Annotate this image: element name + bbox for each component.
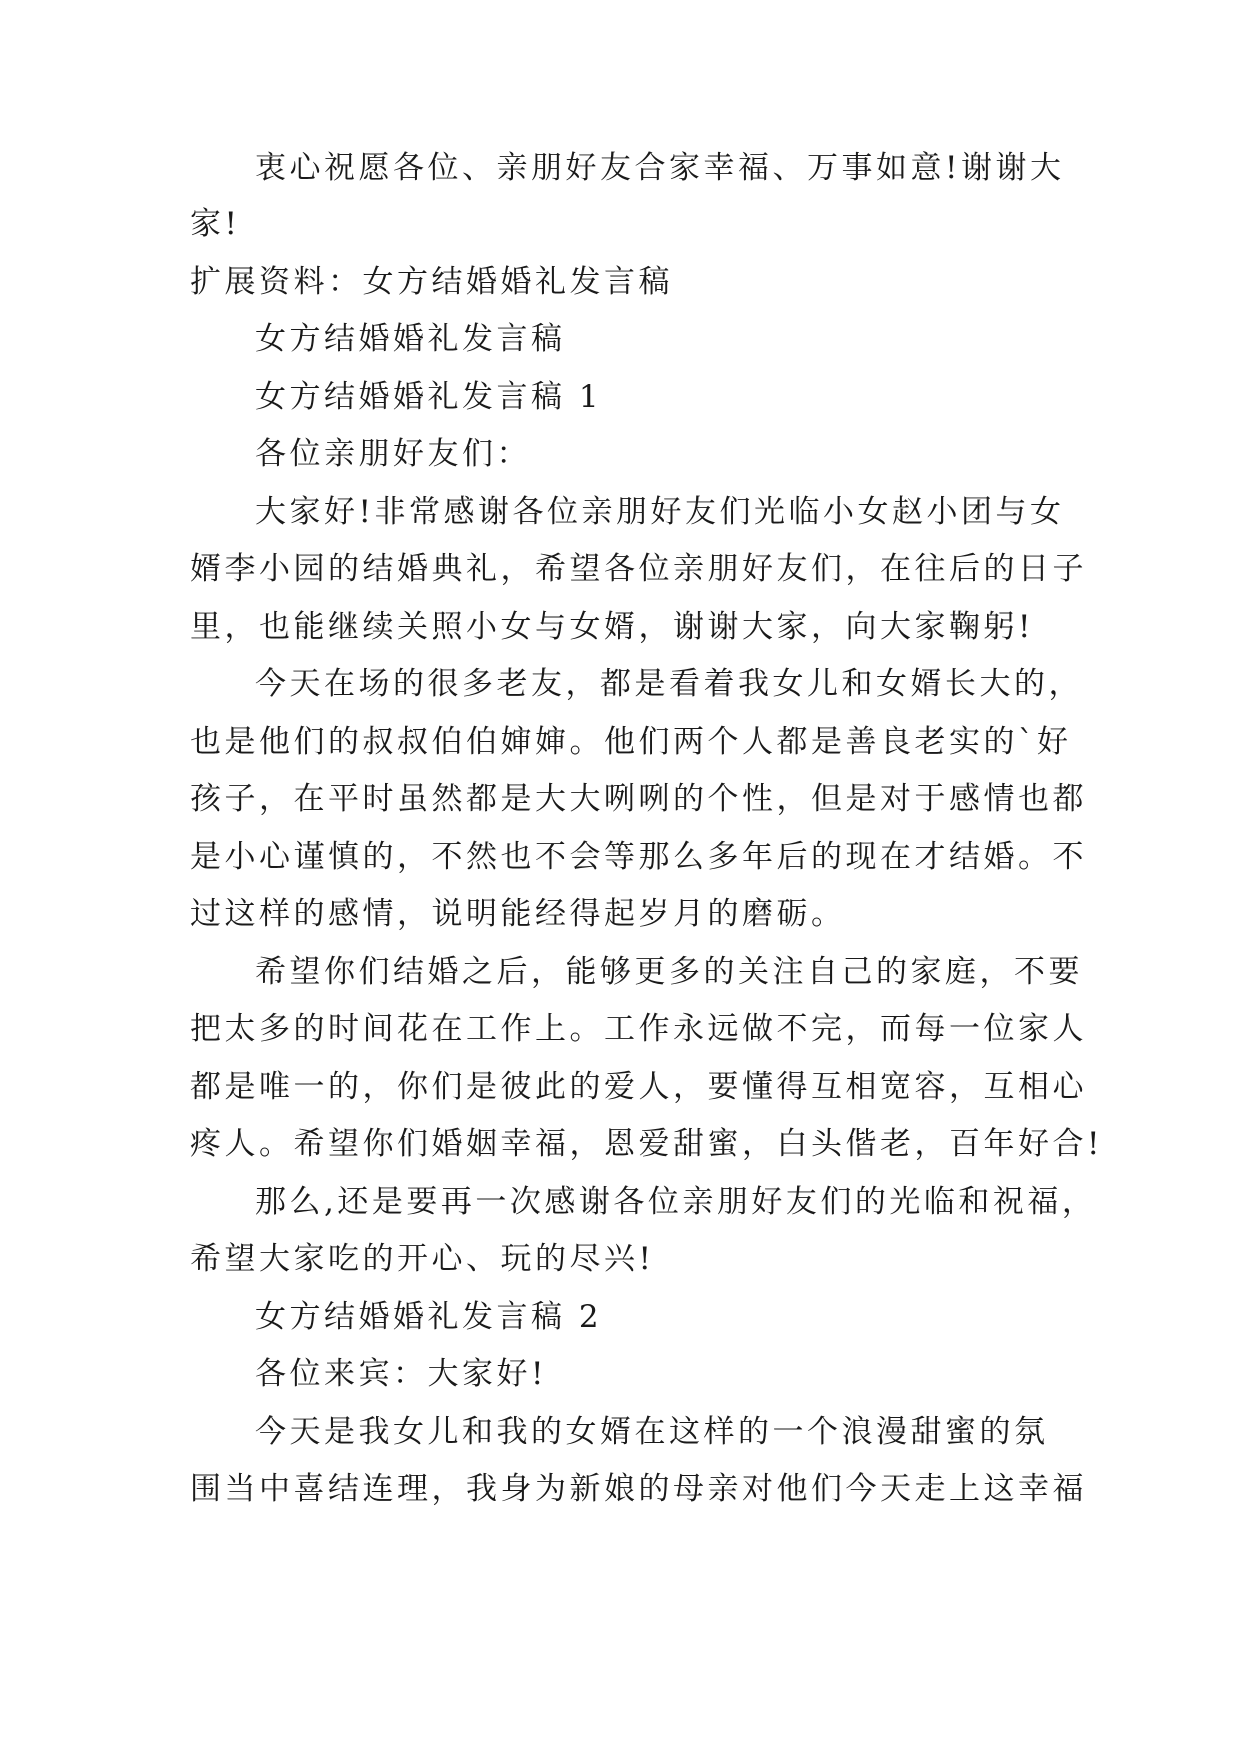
salutation: 各位来宾：大家好!	[255, 1356, 547, 1392]
paragraph-line: 里，也能继续关照小女与女婿，谢谢大家，向大家鞠躬!	[190, 609, 1034, 645]
paragraph-line: 婿李小园的结婚典礼，希望各位亲朋好友们，在往后的日子	[190, 551, 1087, 587]
speech-title-2: 女方结婚婚礼发言稿 2	[255, 1299, 603, 1335]
paragraph-line: 孩子，在平时虽然都是大大咧咧的个性，但是对于感情也都	[190, 781, 1087, 817]
paragraph-line: 今天在场的很多老友，都是看着我女儿和女婿长大的，	[255, 666, 1083, 702]
paragraph-line: 希望你们结婚之后，能够更多的关注自己的家庭，不要	[255, 954, 1083, 990]
section-heading: 扩展资料：女方结婚婚礼发言稿	[190, 264, 673, 300]
paragraph-line: 那么,还是要再一次感谢各位亲朋好友们的光临和祝福，	[255, 1184, 1097, 1220]
paragraph-line: 衷心祝愿各位、亲朋好友合家幸福、万事如意!谢谢大	[255, 150, 1065, 186]
paragraph-line: 都是唯一的，你们是彼此的爱人，要懂得互相宽容，互相心	[190, 1069, 1087, 1105]
paragraph-line: 今天是我女儿和我的女婿在这样的一个浪漫甜蜜的氛	[255, 1414, 1049, 1450]
speech-title-1: 女方结婚婚礼发言稿 1	[255, 379, 603, 415]
paragraph-line: 家!	[190, 206, 241, 242]
paragraph-line: 是小心谨慎的，不然也不会等那么多年后的现在才结婚。不	[190, 839, 1087, 875]
paragraph-line: 疼人。希望你们婚姻幸福，恩爱甜蜜，白头偕老，百年好合!	[190, 1126, 1103, 1162]
paragraph-line: 大家好!非常感谢各位亲朋好友们光临小女赵小团与女	[255, 494, 1065, 530]
salutation: 各位亲朋好友们：	[255, 436, 531, 472]
paragraph-line: 也是他们的叔叔伯伯婶婶。他们两个人都是善良老实的`好	[190, 724, 1072, 760]
paragraph-line: 围当中喜结连理，我身为新娘的母亲对他们今天走上这幸福	[190, 1471, 1087, 1507]
paragraph-line: 把太多的时间花在工作上。工作永远做不完，而每一位家人	[190, 1011, 1087, 1047]
paragraph-line: 希望大家吃的开心、玩的尽兴!	[190, 1241, 655, 1277]
article-title: 女方结婚婚礼发言稿	[255, 321, 566, 357]
paragraph-line: 过这样的感情，说明能经得起岁月的磨砺。	[190, 896, 846, 932]
